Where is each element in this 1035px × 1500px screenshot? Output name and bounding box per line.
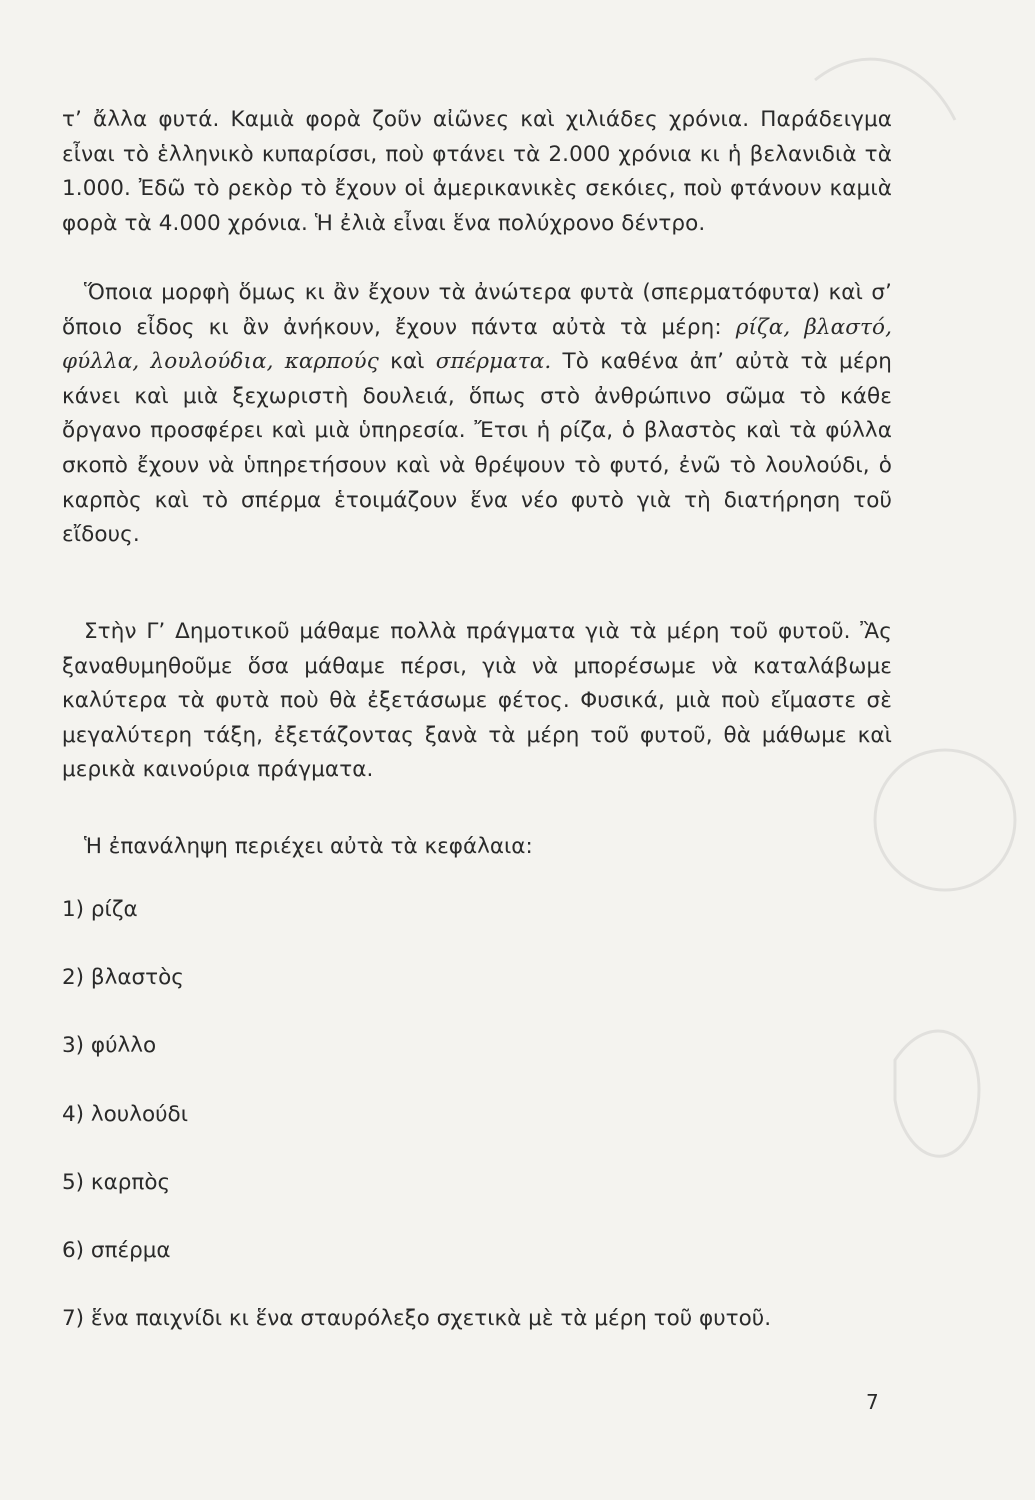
list-item: 5) καρπὸς <box>62 1169 171 1195</box>
paragraph-2 <box>62 276 892 553</box>
list-item: 2) βλαστὸς <box>62 965 184 991</box>
paragraph-2-text-end: Τὸ καθένα ἀπ’ αὐτὰ τὰ μέρη κάνει καὶ μιὰ ξεχωριστὴ δουλειά, ὅπως στὸ ἀνθρώπινο σῶμα τὸ κάθε ὄργανο προσφέρει καὶ μιὰ ὑπηρεσία. Ἔτσι ἡ ρίζα, ὁ βλαστὸς καὶ τὰ φύλλα σκοπὸ ἔχουν νὰ ὑπηρετήσουν καὶ νὰ θρέψουν τὸ φυτό, ἐνῶ τὸ λουλούδι, ὁ καρπὸς καὶ τὸ σπέρμα ἑτοιμάζουν ἕνα νέο φυτὸ γιὰ τὴ διατήρηση τοῦ εἴδους. <box>62 349 893 548</box>
page-number: 7 <box>866 1390 879 1414</box>
list-item: 4) λουλούδι <box>62 1101 188 1127</box>
list-item: 7) ἕνα παιχνίδι κι ἕνα σταυρόλεξο σχετικὰ μὲ τὰ μέρη τοῦ φυτοῦ. <box>62 1306 772 1332</box>
paragraph-2-text-start: Ὅποια μορφὴ ὅμως κι ἂν ἔχουν τὰ ἀνώτερα φυτὰ (σπερματόφυτα) καὶ σ’ ὅποιο εἶδος κι ἂν ἀνήκουν, ἔχουν πάντα αὐτὰ τὰ μέρη: <box>62 280 892 340</box>
paragraph-3-text: Στὴν Γ’ Δημοτικοῦ μάθαμε πολλὰ πράγματα γιὰ τὰ μέρη τοῦ φυτοῦ. Ἂς ξαναθυμηθοῦμε ὅσα μάθαμε πέρσι, γιὰ νὰ μπορέσωμε νὰ καταλάβωμε καλύτερα τὰ φυτὰ ποὺ θὰ ἐξετάσωμε φέτος. Φυσικά, μιὰ ποὺ εἴμαστε σὲ μεγαλύτερη τάξη, ἐξετάζοντας ξανὰ τὰ μέρη τοῦ φυτοῦ, θὰ μάθωμε καὶ μερικὰ καινούρια πράγματα. <box>62 619 892 783</box>
plant-parts-italic: ρίζα, βλαστό, φύλλα, λουλούδια, καρπούς <box>62 314 892 375</box>
paragraph-1-text: τ’ ἄλλα φυτά. Καμιὰ φορὰ ζοῦν αἰῶνες καὶ χιλιάδες χρόνια. Παράδειγμα εἶναι τὸ ἑλληνικὸ κυπαρίσσι, ποὺ φτάνει τὰ 2.000 χρόνια κι ἡ βελανιδιὰ τὰ 1.000. Ἐδῶ τὸ ρεκὸρ τὸ ἔχουν οἱ ἀμερικανικὲς σεκόιες, ποὺ φτάνουν καμιὰ φορὰ τὰ 4.000 χρόνια. Ἡ ἐλιὰ εἶναι ἕνα πολύχρονο δέντρο. <box>62 107 892 236</box>
chapters-intro: Ἡ ἐπανάληψη περιέχει αὐτὰ τὰ κεφάλαια: <box>84 834 533 859</box>
chapter-list <box>62 893 771 1370</box>
seeds-italic: σπέρματα. <box>435 349 552 375</box>
list-item: 6) σπέρμα <box>62 1237 171 1263</box>
paragraph-2-conjunction: καὶ <box>390 349 425 375</box>
list-item: 3) φύλλο <box>62 1033 157 1059</box>
list-item: 1) ρίζα <box>62 897 138 922</box>
paragraph-3 <box>62 615 892 788</box>
paragraph-1 <box>62 103 892 241</box>
